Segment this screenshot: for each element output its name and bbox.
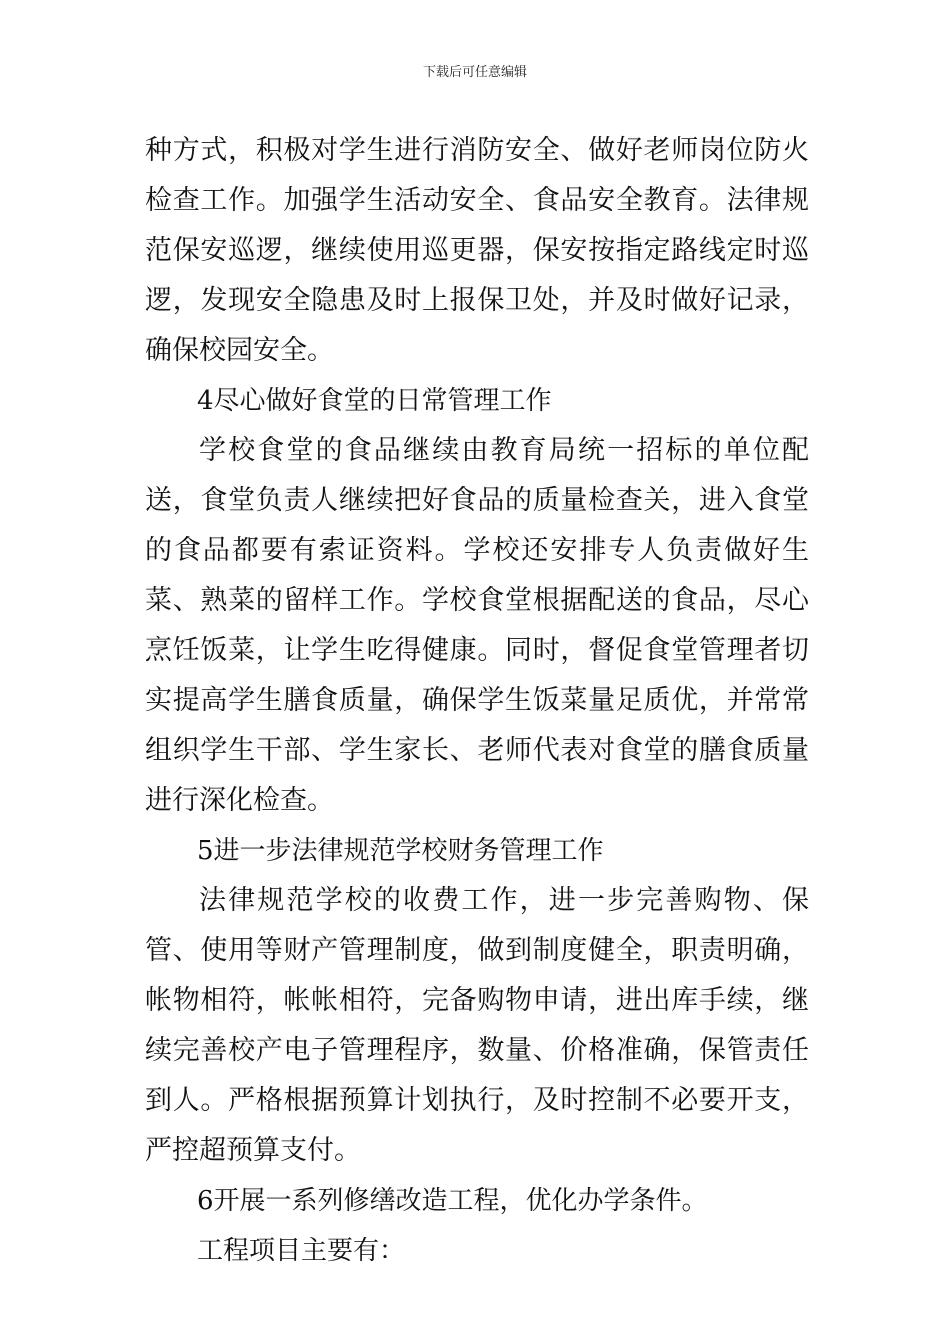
paragraph-safety: 种方式，积极对学生进行消防安全、做好老师岗位防火检查工作。加强学生活动安全、食品安全教育。法律规范保安巡逻，继续使用巡更器，保安按指定路线定时巡逻，发现安全隐患及时上报保卫处，并及时做好记录，确保校园安全。 [145, 135, 809, 366]
section-heading-canteen: 4尽心做好食堂的日常管理工作 [197, 386, 552, 416]
section-heading-finance: 5进一步法律规范学校财务管理工作 [197, 836, 604, 866]
header-note: 下载后可任意编辑 [422, 65, 527, 80]
paragraph-finance: 法律规范学校的收费工作，进一步完善购物、保管、使用等财产管理制度，做到制度健全，职责明确，帐物相符，帐帐相符，完备购物申请，进出库手续，继续完善校产电子管理程序，数量、价格准确，保管责任到人。严格根据预算计划执行，及时控制不必要开支，严控超预算支付。 [145, 885, 809, 1166]
section-heading-renovation: 6开展一系列修缮改造工程，优化办学条件。 [197, 1186, 708, 1216]
paragraph-projects: 工程项目主要有： [197, 1236, 406, 1266]
document-body [145, 126, 809, 1276]
paragraph-canteen: 学校食堂的食品继续由教育局统一招标的单位配送，食堂负责人继续把好食品的质量检查关，进入食堂的食品都要有索证资料。学校还安排专人负责做好生菜、熟菜的留样工作。学校食堂根据配送的食品，尽心烹饪饭菜，让学生吃得健康。同时，督促食堂管理者切实提高学生膳食质量，确保学生饭菜量足质优，并常常组织学生干部、学生家长、老师代表对食堂的膳食质量进行深化检查。 [145, 435, 809, 816]
